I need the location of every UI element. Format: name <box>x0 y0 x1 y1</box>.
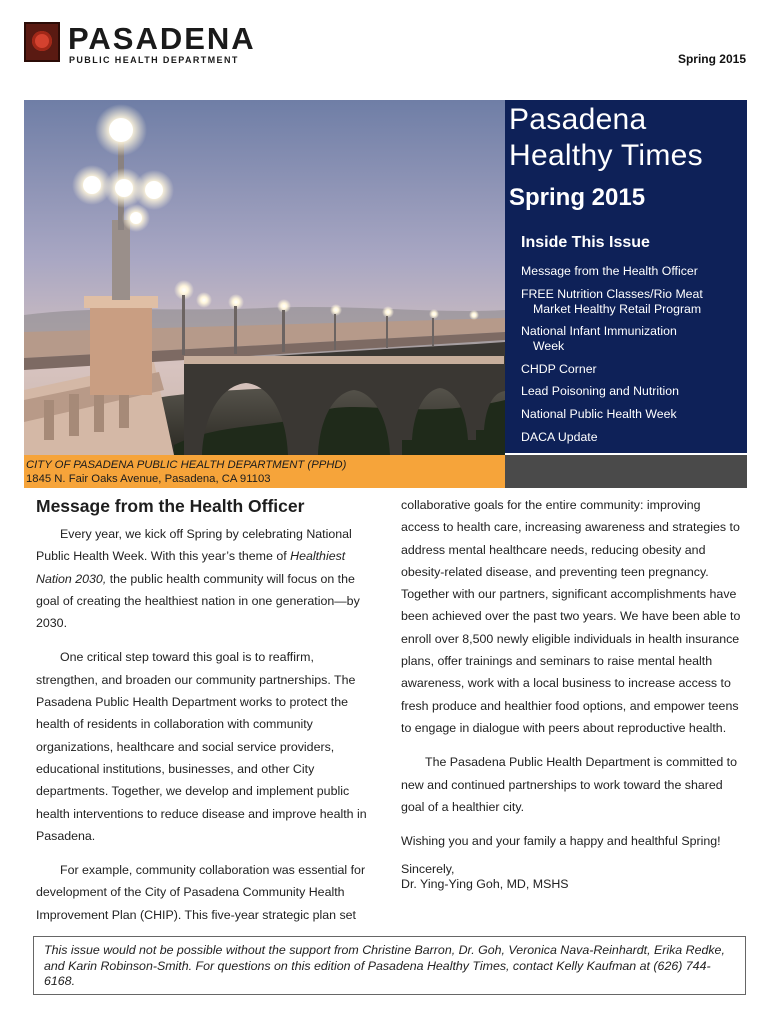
toc-item: National Public Health Week <box>521 406 677 421</box>
article-heading: Message from the Health Officer <box>36 496 305 516</box>
article-right-column <box>401 494 741 892</box>
table-of-contents <box>521 264 736 452</box>
toc-item: National Infant Immunization Week <box>521 324 677 354</box>
article-paragraph: collaborative goals for the entire community: improving access to health care, increasing awareness and strategies to address mental healthcare needs, reducing obesity and obesity-related disease, and preventing teen pregnancy. Together with our partners, significant accomplishments have been achieved over the past two years. We have been able to enroll over 8,500 newly eligible individuals in health insurance plans, offer trainings and seminars to raise mental health awareness, work with a local business to increase access to fresh produce and healthier food options, and empower teens to engage in dialogue with peers about reproductive health. <box>401 498 741 735</box>
newsletter-title: Pasadena Healthy Times <box>509 103 703 172</box>
organization-name: CITY OF PASADENA PUBLIC HEALTH DEPARTMENT (PPHD) <box>26 459 347 471</box>
logo-name: PASADENA <box>68 21 256 56</box>
closing: Sincerely, <box>401 862 455 877</box>
issue-date: Spring 2015 <box>677 52 746 66</box>
toc-item: Lead Poisoning and Nutrition <box>521 384 679 399</box>
acknowledgement-text: This issue would not be possible without the support from Christine Barron, Dr. Goh, Veronica Nava-Reinhardt, Erika Redke, and Karin Robinson-Smith. For questions on this edition of Pasadena Healthy Times, contact Kelly Kaufman at (626) 744-6168. <box>44 943 725 988</box>
address-bar <box>24 455 505 488</box>
acknowledgement-note <box>33 936 746 995</box>
signature: Dr. Ying-Ying Goh, MD, MSHS <box>401 877 569 892</box>
newsletter-subtitle: Spring 2015 <box>509 184 646 211</box>
toc-item: DACA Update <box>521 429 598 444</box>
rose-logo-icon <box>24 22 60 62</box>
gray-bar <box>505 455 747 488</box>
article-paragraph: Wishing you and your family a happy and healthful Spring! <box>401 834 721 849</box>
toc-item: CHDP Corner <box>521 361 597 376</box>
organization-address: 1845 N. Fair Oaks Avenue, Pasadena, CA 91103 <box>26 473 271 485</box>
article-left-column <box>36 496 376 926</box>
toc-item: Message from the Health Officer <box>521 264 698 278</box>
bridge-photo <box>24 100 505 455</box>
article-paragraph: The Pasadena Public Health Department is committed to new and continued partnerships to work toward the shared goal of a healthier city. <box>401 755 737 814</box>
newsletter-banner <box>505 100 747 453</box>
article-paragraph: Every year, we kick off Spring by celebrating National Public Health Week. With this year’s theme of Healthiest Nation 2030, the public health community will focus on the goal of creating the healthiest nation in one generation—by 2030. <box>36 527 360 631</box>
inside-issue-heading: Inside This Issue <box>521 234 650 251</box>
article-paragraph: For example, community collaboration was essential for development of the City of Pasadena Community Health Improvement Plan (CHIP). This five-year strategic plan set <box>36 863 366 922</box>
logo-subtitle: PUBLIC HEALTH DEPARTMENT <box>69 55 239 65</box>
article-paragraph: One critical step toward this goal is to reaffirm, strengthen, and broaden our community partnerships. The Pasadena Public Health Department works to protect the health of residents in collaboration with community organizations, healthcare and social service providers, educational institutions, businesses, and other City departments. Together, we develop and implement public health interventions to reduce disease and improve health in Pasadena. <box>36 650 367 843</box>
toc-item: FREE Nutrition Classes/Rio Meat Market Healthy Retail Program <box>521 286 703 316</box>
department-logo <box>24 21 256 68</box>
